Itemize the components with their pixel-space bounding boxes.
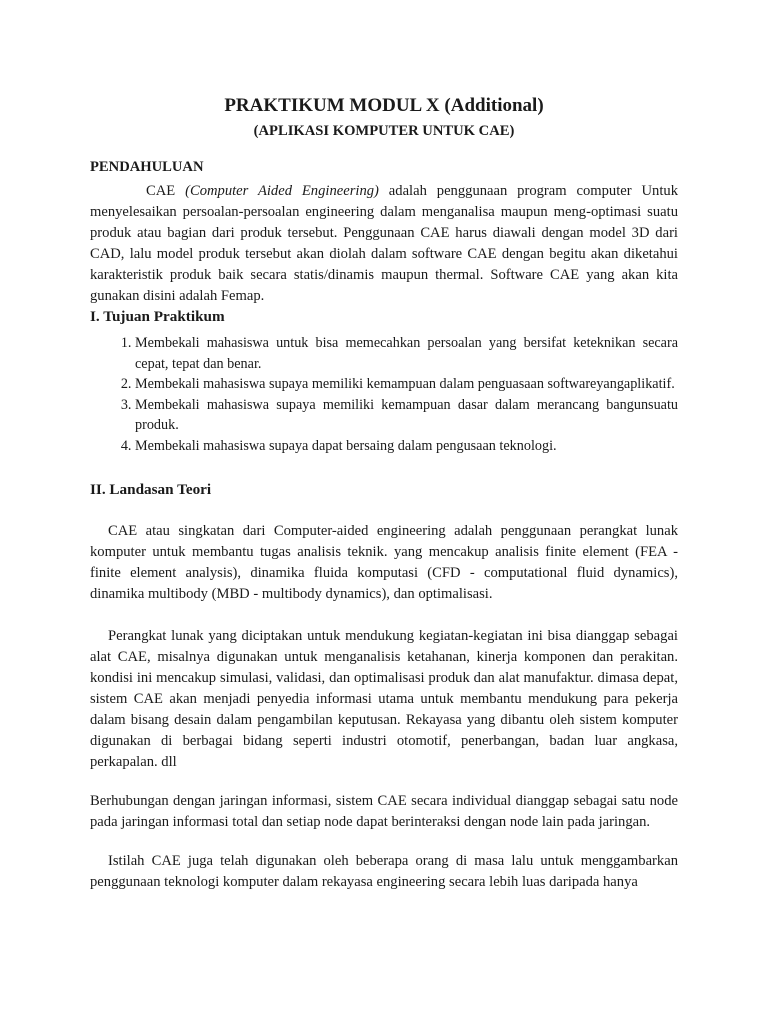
section2-heading: II. Landasan Teori <box>90 481 212 498</box>
intro-body: adalah penggunaan program computer Untuk menyelesaikan persoalan-persoalan engineering dalam menganalisa maupun meng-optimasi suatu produk atau bagian dari produk tersebut. Penggunaan CAE harus diawali dengan model 3D dari CAD, lalu model produk tersebut akan diolah dalam software CAE dengan begitu akan diketahui karakteristik produk baik secara statis/dinamis maupun thermal. Software CAE yang akan kita gunakan disini adalah Femap. <box>90 183 679 304</box>
list-item: 3. Membekali mahasiswa supaya memiliki kemampuan dasar dalam merancang bangunsuatu produk. <box>135 395 678 436</box>
document-subtitle: (APLIKASI KOMPUTER UNTUK CAE) <box>253 123 515 139</box>
intro-lead-italic: (Computer Aided Engineering) <box>185 183 379 199</box>
document-content <box>90 94 678 893</box>
theory-paragraph: Istilah CAE juga telah digunakan oleh beberapa orang di masa lalu untuk menggambarkan penggunaan teknologi komputer dalam rekayasa engineering secara lebih luas daripada hanya <box>90 853 678 890</box>
objectives-list <box>90 333 678 456</box>
intro-paragraph <box>90 181 678 307</box>
list-item: 1. Membekali mahasiswa untuk bisa memecahkan persoalan yang bersifat keteknikan secara cepat, tepat dan benar. <box>135 333 678 374</box>
theory-paragraph: Perangkat lunak yang diciptakan untuk mendukung kegiatan-kegiatan ini bisa dianggap sebagai alat CAE, misalnya digunakan untuk menganalisis ketahanan, kinerja komponen dan perakitan. kondisi ini mencakup simulasi, validasi, dan optimalisasi produk dan alat manufaktur. dimasa depat, sistem CAE akan menjadi penyedia informasi utama untuk membantu mendukung para pekerja dalam bisang desain dalam pengambilan keputusan. Rekayasa yang dibantu oleh sistem komputer digunakan di berbagai bidang seperti industri otomotif, penerbangan, badan luar angkasa, perkapalan. dll <box>90 628 678 770</box>
section1-heading: I. Tujuan Praktikum <box>90 308 225 325</box>
list-item: 4. Membekali mahasiswa supaya dapat bersaing dalam pengusaan teknologi. <box>135 436 678 457</box>
intro-heading: PENDAHULUAN <box>90 159 204 175</box>
document-title: PRAKTIKUM MODUL X (Additional) <box>224 95 544 116</box>
theory-paragraph: CAE atau singkatan dari Computer-aided engineering adalah penggunaan perangkat lunak komputer untuk membantu tugas analisis teknik. yang mencakup analisis finite element (FEA - finite element analysis), dinamika fluida komputasi (CFD - computational fluid dynamics), dinamika multibody (MBD - multibody dynamics), dan optimalisasi. <box>90 523 678 602</box>
theory-paragraph: Berhubungan dengan jaringan informasi, sistem CAE secara individual dianggap sebagai satu node pada jaringan informasi total dan setiap node dapat berinteraksi dengan node lain pada jaringan. <box>90 793 678 830</box>
intro-lead: CAE <box>146 183 186 199</box>
list-item: 2. Membekali mahasiswa supaya memiliki kemampuan dalam penguasaan softwareyangaplikatif. <box>135 374 678 395</box>
